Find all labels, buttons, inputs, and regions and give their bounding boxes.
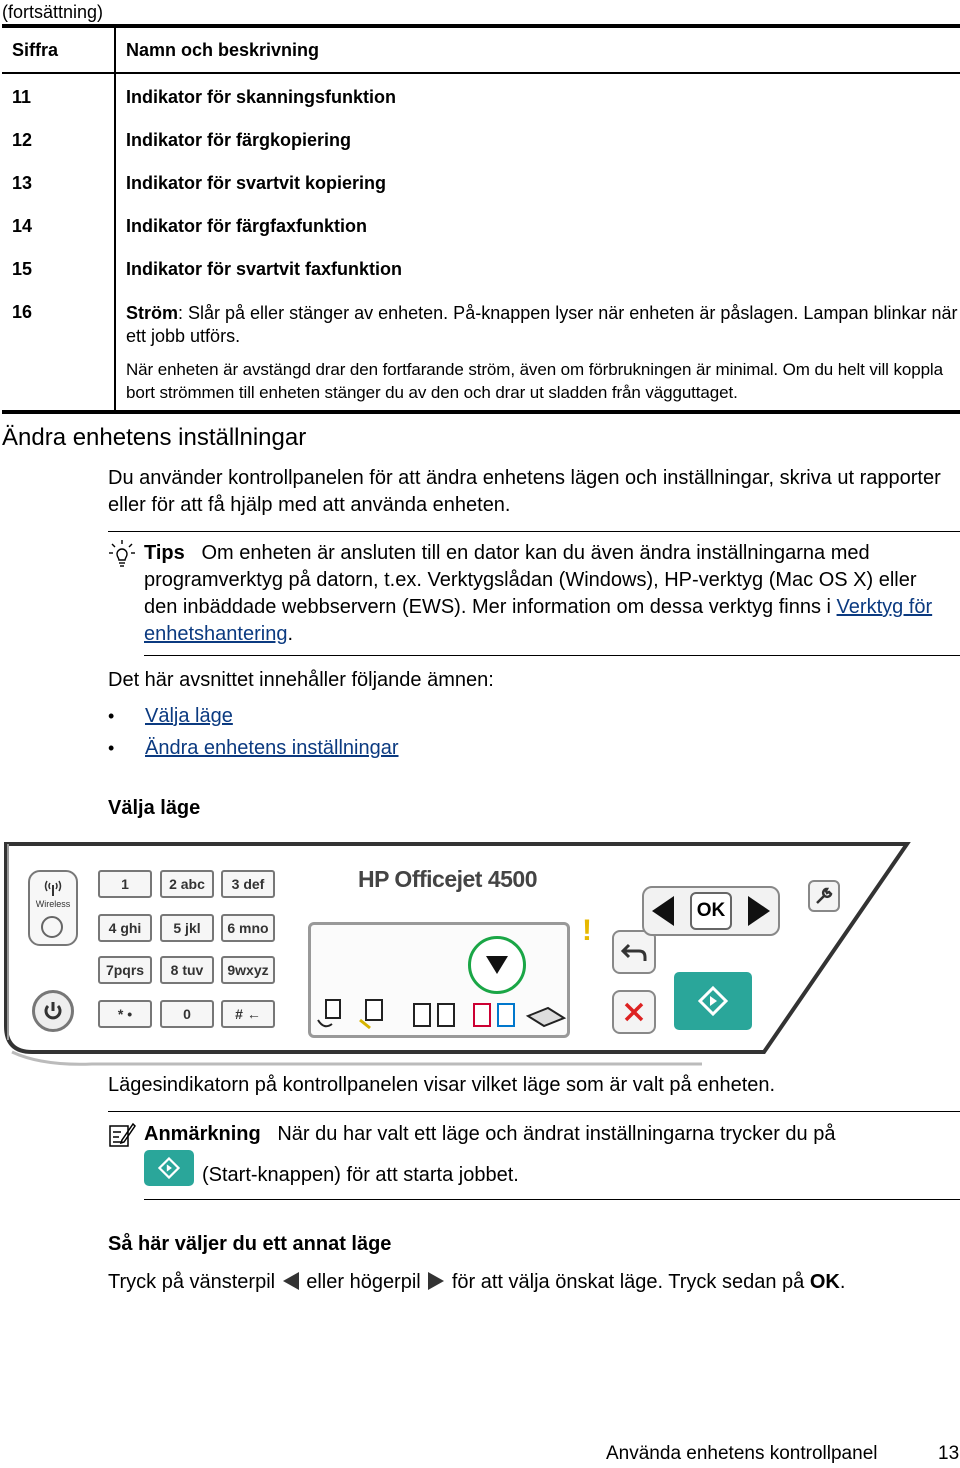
header-number: Siffra	[12, 40, 59, 60]
component-table	[2, 24, 960, 414]
table-row	[2, 117, 960, 160]
power-note: När enheten är avstängd drar den fortfarande ström, även om förbrukningen är minimal. Om du helt vill koppla bort strömmen till enheten stänger du av den och drar ut sladden från vägguttaget.	[126, 360, 943, 402]
right-arrow-icon	[426, 1271, 446, 1291]
keypad-key-6[interactable]: 6 mno	[221, 914, 275, 942]
power-button[interactable]	[32, 990, 74, 1032]
down-triangle-icon	[484, 954, 510, 976]
table-row	[2, 246, 960, 289]
continuation-label: (fortsättning)	[2, 2, 104, 22]
start-button-inline-icon	[144, 1150, 194, 1186]
ok-button[interactable]: OK	[690, 892, 732, 930]
brand-label: HP Officejet 4500	[358, 866, 538, 892]
howto-part3: för att välja önskat läge. Tryck sedan på	[451, 1271, 805, 1293]
tip-top-rule	[108, 531, 960, 532]
howto-end: .	[839, 1271, 846, 1293]
row-number: 12	[12, 130, 33, 150]
howto-paragraph	[108, 1269, 845, 1296]
setup-button[interactable]	[808, 880, 840, 912]
keypad-key-5[interactable]: 5 jkl	[160, 914, 214, 942]
note-paragraph	[144, 1121, 954, 1148]
wireless-light	[41, 916, 63, 938]
keypad-key-4[interactable]: 4 ghi	[98, 914, 152, 942]
back-arrow-icon	[621, 941, 647, 963]
tip-end: .	[287, 623, 294, 645]
mode-indicator-highlight	[468, 936, 526, 994]
lightbulb-icon	[108, 539, 136, 567]
header-description: Namn och beskrivning	[114, 28, 960, 72]
howto-title: Så här väljer du ett annat läge	[108, 1233, 392, 1255]
note-text: När du har valt ett läge och ändrat inställningarna trycker du på	[277, 1123, 836, 1145]
bullet-2: •	[108, 738, 115, 758]
start-diamond-icon	[698, 986, 728, 1016]
keypad-key-8[interactable]: 8 tuv	[160, 956, 214, 984]
back-button[interactable]	[612, 930, 656, 974]
howto-ok: OK	[809, 1271, 840, 1293]
section-title: Ändra enhetens inställningar	[2, 424, 307, 451]
keypad-key-hash[interactable]: # ←	[221, 1000, 275, 1028]
wireless-button[interactable]	[28, 870, 78, 946]
cancel-x-icon	[623, 1001, 645, 1023]
power-term: Ström	[126, 303, 179, 323]
row-number: 13	[12, 173, 33, 193]
section-intro: Du använder kontrollpanelen för att ändra enhetens lägen och inställningar, skriva ut rapporter eller för att få hjälp med att använda enheten.	[108, 467, 941, 516]
keypad-key-7[interactable]: 7pqrs	[98, 956, 152, 984]
topic-link-change-settings[interactable]: Ändra enhetens inställningar	[145, 737, 399, 759]
row-description	[114, 289, 960, 410]
keypad-key-9[interactable]: 9wxyz	[221, 956, 275, 984]
wrench-icon	[814, 886, 834, 906]
right-arrow-button[interactable]	[746, 894, 772, 928]
note-text-end: (Start-knappen) för att starta jobbet.	[202, 1164, 519, 1186]
table-row	[2, 74, 960, 117]
cancel-button[interactable]	[612, 990, 656, 1034]
bullet-1: •	[108, 706, 115, 726]
tool-management-link[interactable]: Verktyg för enhetshantering	[144, 596, 933, 645]
note-label: Anmärkning	[144, 1123, 261, 1145]
tip-bottom-rule	[144, 655, 960, 656]
row-description: Indikator för skanningsfunktion	[114, 74, 960, 117]
left-arrow-button[interactable]	[650, 894, 676, 928]
keypad-key-2[interactable]: 2 abc	[160, 870, 214, 898]
wireless-label: Wireless	[35, 899, 71, 909]
page-number: 13	[938, 1443, 960, 1464]
power-icon	[42, 1000, 64, 1022]
table-row	[2, 160, 960, 203]
left-arrow-icon	[281, 1271, 301, 1291]
start-button[interactable]	[674, 972, 752, 1030]
row-description: Indikator för färgkopiering	[114, 117, 960, 160]
howto-part1: Tryck på vänsterpil	[108, 1271, 276, 1293]
control-panel-illustration	[2, 840, 960, 1070]
note-bottom-rule	[144, 1199, 960, 1200]
tip-text: Om enheten är ansluten till en dator kan du även ändra inställningarna med programverktyg på datorn, t.ex. Verktygslådan (Windows), HP-verktyg (Mac OS X) eller den inbäddade webbservern (EWS). Mer information om dessa verktyg finns i	[144, 542, 917, 618]
row-number: 11	[12, 87, 32, 107]
topic-link-select-mode[interactable]: Välja läge	[145, 705, 233, 727]
start-diamond-icon	[158, 1157, 180, 1179]
row-number: 15	[12, 259, 33, 279]
subsection-title: Välja läge	[108, 797, 201, 819]
table-header	[2, 28, 960, 74]
wireless-icon	[43, 878, 63, 896]
row-description: Indikator för färgfaxfunktion	[114, 203, 960, 246]
keypad-key-3[interactable]: 3 def	[221, 870, 275, 898]
note-top-rule	[108, 1111, 960, 1112]
attention-icon: !	[582, 914, 592, 947]
note-pencil-icon	[108, 1120, 136, 1148]
table-row	[2, 289, 960, 410]
tip-paragraph	[144, 540, 954, 648]
keypad-key-star[interactable]: * •	[98, 1000, 152, 1028]
howto-part2: eller högerpil	[306, 1271, 421, 1293]
footer-title: Använda enhetens kontrollpanel	[606, 1443, 878, 1464]
power-text: : Slår på eller stänger av enheten. På-knappen lyser när enheten är påslagen. Lampan blinkar när ett jobb utförs.	[126, 303, 958, 346]
row-description: Indikator för svartvit kopiering	[114, 160, 960, 203]
tip-label: Tips	[144, 542, 185, 564]
topics-intro: Det här avsnittet innehåller följande ämnen:	[108, 669, 494, 691]
row-number: 16	[12, 302, 33, 322]
figure-caption: Lägesindikatorn på kontrollpanelen visar vilket läge som är valt på enheten.	[108, 1074, 776, 1096]
row-description: Indikator för svartvit faxfunktion	[114, 246, 960, 289]
table-row	[2, 203, 960, 246]
keypad-key-1[interactable]: 1	[98, 870, 152, 898]
row-number: 14	[12, 216, 33, 236]
keypad-key-0[interactable]: 0	[160, 1000, 214, 1028]
mode-icons	[314, 994, 570, 1034]
